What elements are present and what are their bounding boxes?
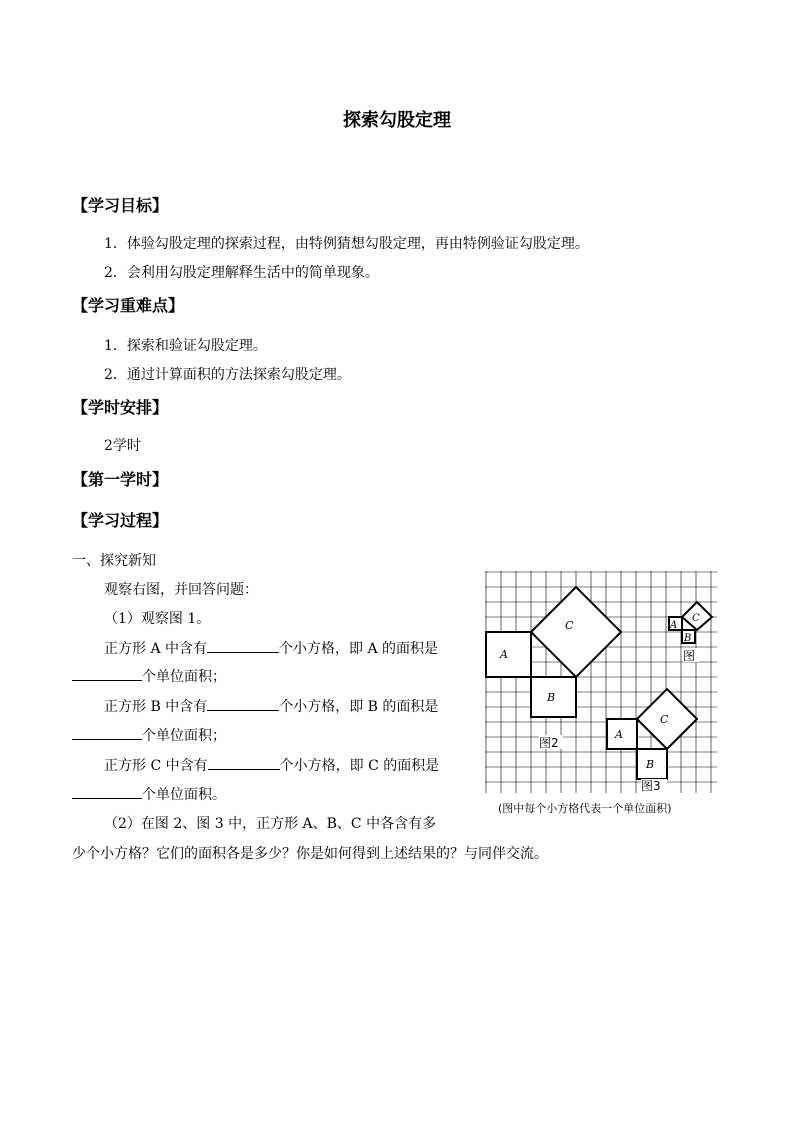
fig1-label-c: C: [565, 619, 574, 632]
period-heading: 【第一学时】: [72, 470, 169, 489]
page-title: 探索勾股定理: [343, 110, 451, 131]
grid-lines: [485, 571, 717, 793]
unit-suffix-c: 个单位面积。: [142, 787, 226, 803]
fig1-square-c: [531, 587, 621, 677]
fig3-caption: 图3: [641, 779, 661, 793]
square-b-prefix: 正方形 B 中含有: [104, 699, 208, 715]
fig1-label-b: B: [547, 691, 556, 704]
figure-caption: (图中每个小方格代表一个单位面积): [498, 802, 672, 815]
fig3-label-a: A: [615, 728, 623, 741]
fig2-label-c: C: [692, 613, 700, 624]
square-c-area-line: [72, 784, 226, 804]
square-c-middle: 个小方格，即 C 的面积是: [279, 758, 440, 774]
key-points-heading: 【学习重难点】: [72, 296, 185, 315]
schedule-value: 2学时: [104, 438, 141, 454]
fig1-caption: 图: [683, 649, 696, 663]
question-2-line-2: 少个小方格？它们的面积各是多少？你是如何得到上述结果的？与同伴交流。: [72, 846, 548, 862]
answer-blank-c-count[interactable]: [208, 755, 280, 770]
unit-suffix-a: 个单位面积；: [142, 669, 226, 685]
fig3-label-c: C: [660, 713, 669, 726]
fig1-square-a: [486, 632, 531, 677]
goals-heading: 【学习目标】: [72, 196, 169, 215]
square-c-prefix: 正方形 C 中含有: [104, 758, 208, 774]
square-a-prefix: 正方形 A 中含有: [104, 641, 208, 657]
answer-blank-a-count[interactable]: [207, 638, 279, 653]
answer-blank-b-area[interactable]: [72, 725, 142, 740]
schedule-heading: 【学时安排】: [72, 398, 169, 417]
answer-blank-a-area[interactable]: [72, 666, 142, 681]
fig2-label-b: B: [684, 633, 692, 644]
fig1-label-a: A: [500, 648, 508, 661]
fig2-label-a: A: [670, 620, 678, 631]
part-title: 一、探究新知: [72, 553, 156, 569]
square-a-area-line: [72, 666, 226, 686]
fig2-caption: 图2: [539, 736, 559, 750]
key-point-item-1: 1．探索和验证勾股定理。: [104, 338, 267, 354]
key-point-item-2: 2．通过计算面积的方法探索勾股定理。: [104, 367, 351, 383]
intro-text: 观察右图，并回答问题：: [104, 582, 258, 598]
square-b-area-line: [72, 725, 226, 745]
question-1-label: （1）观察图 1。: [104, 611, 211, 627]
square-c-line: [104, 755, 439, 775]
answer-blank-c-area[interactable]: [72, 784, 142, 799]
goal-item-2: 2．会利用勾股定理解释生活中的简单现象。: [104, 265, 379, 281]
square-b-middle: 个小方格，即 B 的面积是: [279, 699, 439, 715]
square-grid-figure: [485, 571, 717, 793]
square-b-line: [104, 696, 438, 716]
square-a-line: [104, 638, 438, 658]
answer-blank-b-count[interactable]: [207, 696, 279, 711]
process-heading: 【学习过程】: [72, 511, 169, 530]
unit-suffix-b: 个单位面积；: [142, 728, 226, 744]
square-a-middle: 个小方格，即 A 的面积是: [279, 641, 439, 657]
goal-item-1: 1．体验勾股定理的探索过程，由特例猜想勾股定理，再由特例验证勾股定理。: [104, 236, 589, 252]
fig3-label-b: B: [646, 758, 655, 771]
question-2-line-1: （2）在图 2、图 3 中，正方形 A、B、C 中各含有多: [104, 816, 437, 832]
